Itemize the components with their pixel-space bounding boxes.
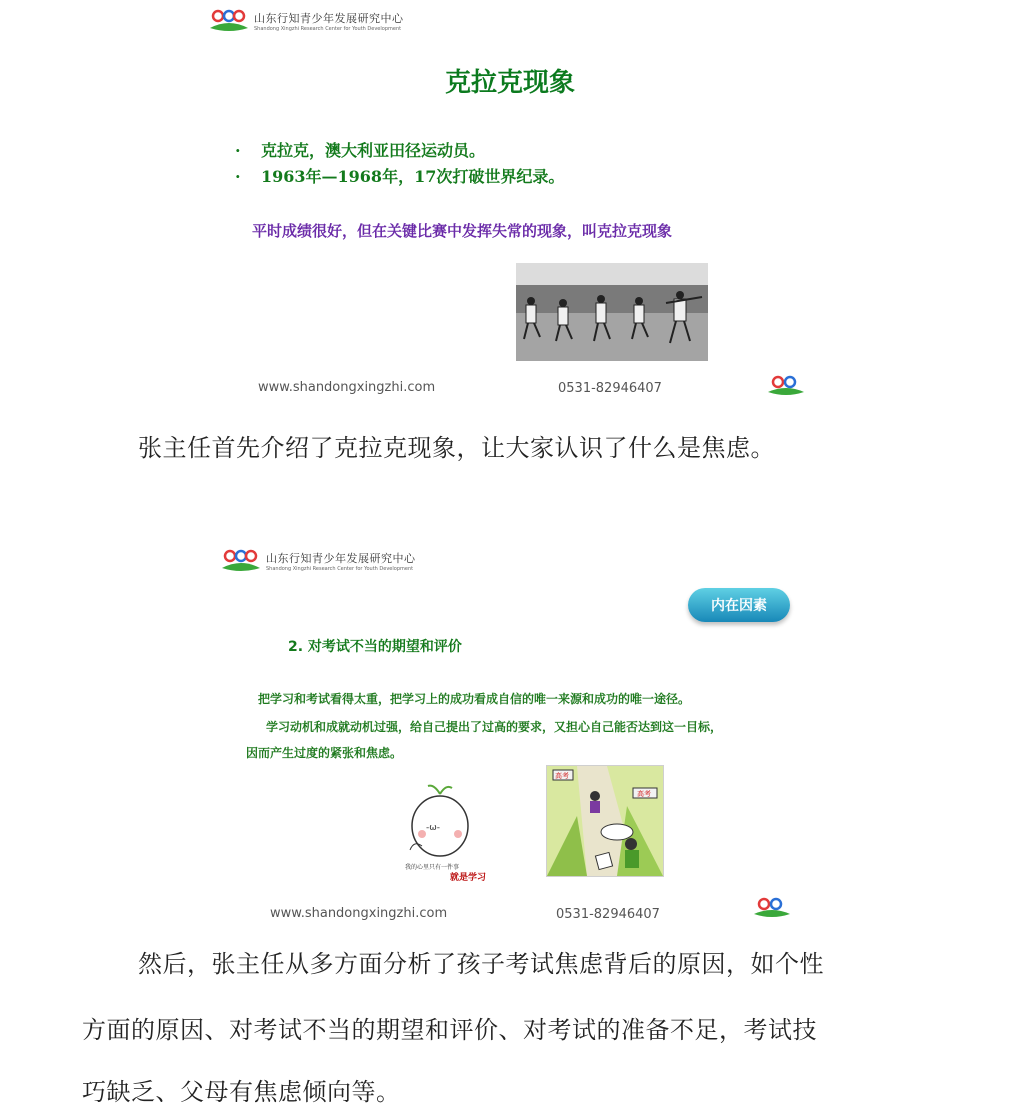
footer-logo-icon [752, 896, 792, 920]
footer-website: www.shandongxingzhi.com [270, 906, 448, 921]
slide-clark-phenomenon [190, 0, 830, 405]
caption-1: 张主任首先介绍了克拉克现象，让大家认识了什么是焦虑。 [138, 434, 775, 462]
bullet-list [235, 138, 564, 190]
center-logo [220, 548, 416, 574]
svg-text:高考: 高考 [555, 772, 569, 780]
logo-figures-icon [220, 548, 262, 574]
svg-text:高考: 高考 [637, 790, 651, 798]
seed-caption: 我的心里只有一件事 [405, 864, 460, 871]
paragraph-line: 巧缺乏、父母有焦虑倾向等。 [82, 1078, 401, 1106]
seed-caption-red: 就是学习 [450, 873, 487, 883]
race-photo [516, 263, 708, 361]
internal-factors-badge: 内在因素 [688, 588, 790, 622]
body-line: 因而产生过度的紧张和焦虑。 [246, 746, 403, 760]
logo-name-en: Shandong Xingzhi Research Center for Youth Development [254, 26, 402, 32]
body-line: 学习动机和成就动机过强，给自己提出了过高的要求，又担心自己能否达到这一目标， [266, 720, 723, 734]
svg-text:-ω-: -ω- [426, 823, 441, 833]
logo-name-en: Shandong Xingzhi Research Center for Youth Development [266, 566, 414, 572]
logo-name-cn: 山东行知青少年发展研究中心 [266, 552, 416, 565]
footer-website: www.shandongxingzhi.com [258, 380, 436, 395]
center-logo [208, 8, 404, 34]
bullet-item: · 1963年—1968年，17次打破世界纪录。 [235, 167, 565, 186]
paragraph-line: 然后，张主任从多方面分析了孩子考试焦虑背后的原因，如个性 [138, 950, 824, 978]
footer-phone: 0531-82946407 [556, 907, 660, 922]
section-heading: 2. 对考试不当的期望和评价 [288, 639, 462, 655]
footer-phone: 0531-82946407 [558, 381, 662, 396]
footer-logo-icon [766, 374, 806, 398]
bullet-item: · 克拉克，澳大利亚田径运动员。 [235, 141, 486, 160]
body-line: 把学习和考试看得太重，把学习上的成功看成自信的唯一来源和成功的唯一途径。 [258, 692, 691, 706]
logo-name-cn: 山东行知青少年发展研究中心 [254, 12, 404, 25]
slide-title: 克拉克现象 [444, 68, 575, 98]
exam-road-cartoon [546, 765, 664, 877]
slide-internal-factors [200, 540, 830, 925]
definition-text: 平时成绩很好，但在关键比赛中发挥失常的现象，叫克拉克现象 [252, 222, 673, 240]
logo-figures-icon [208, 8, 250, 34]
paragraph-line: 方面的原因、对考试不当的期望和评价、对考试的准备不足，考试技 [82, 1016, 817, 1044]
